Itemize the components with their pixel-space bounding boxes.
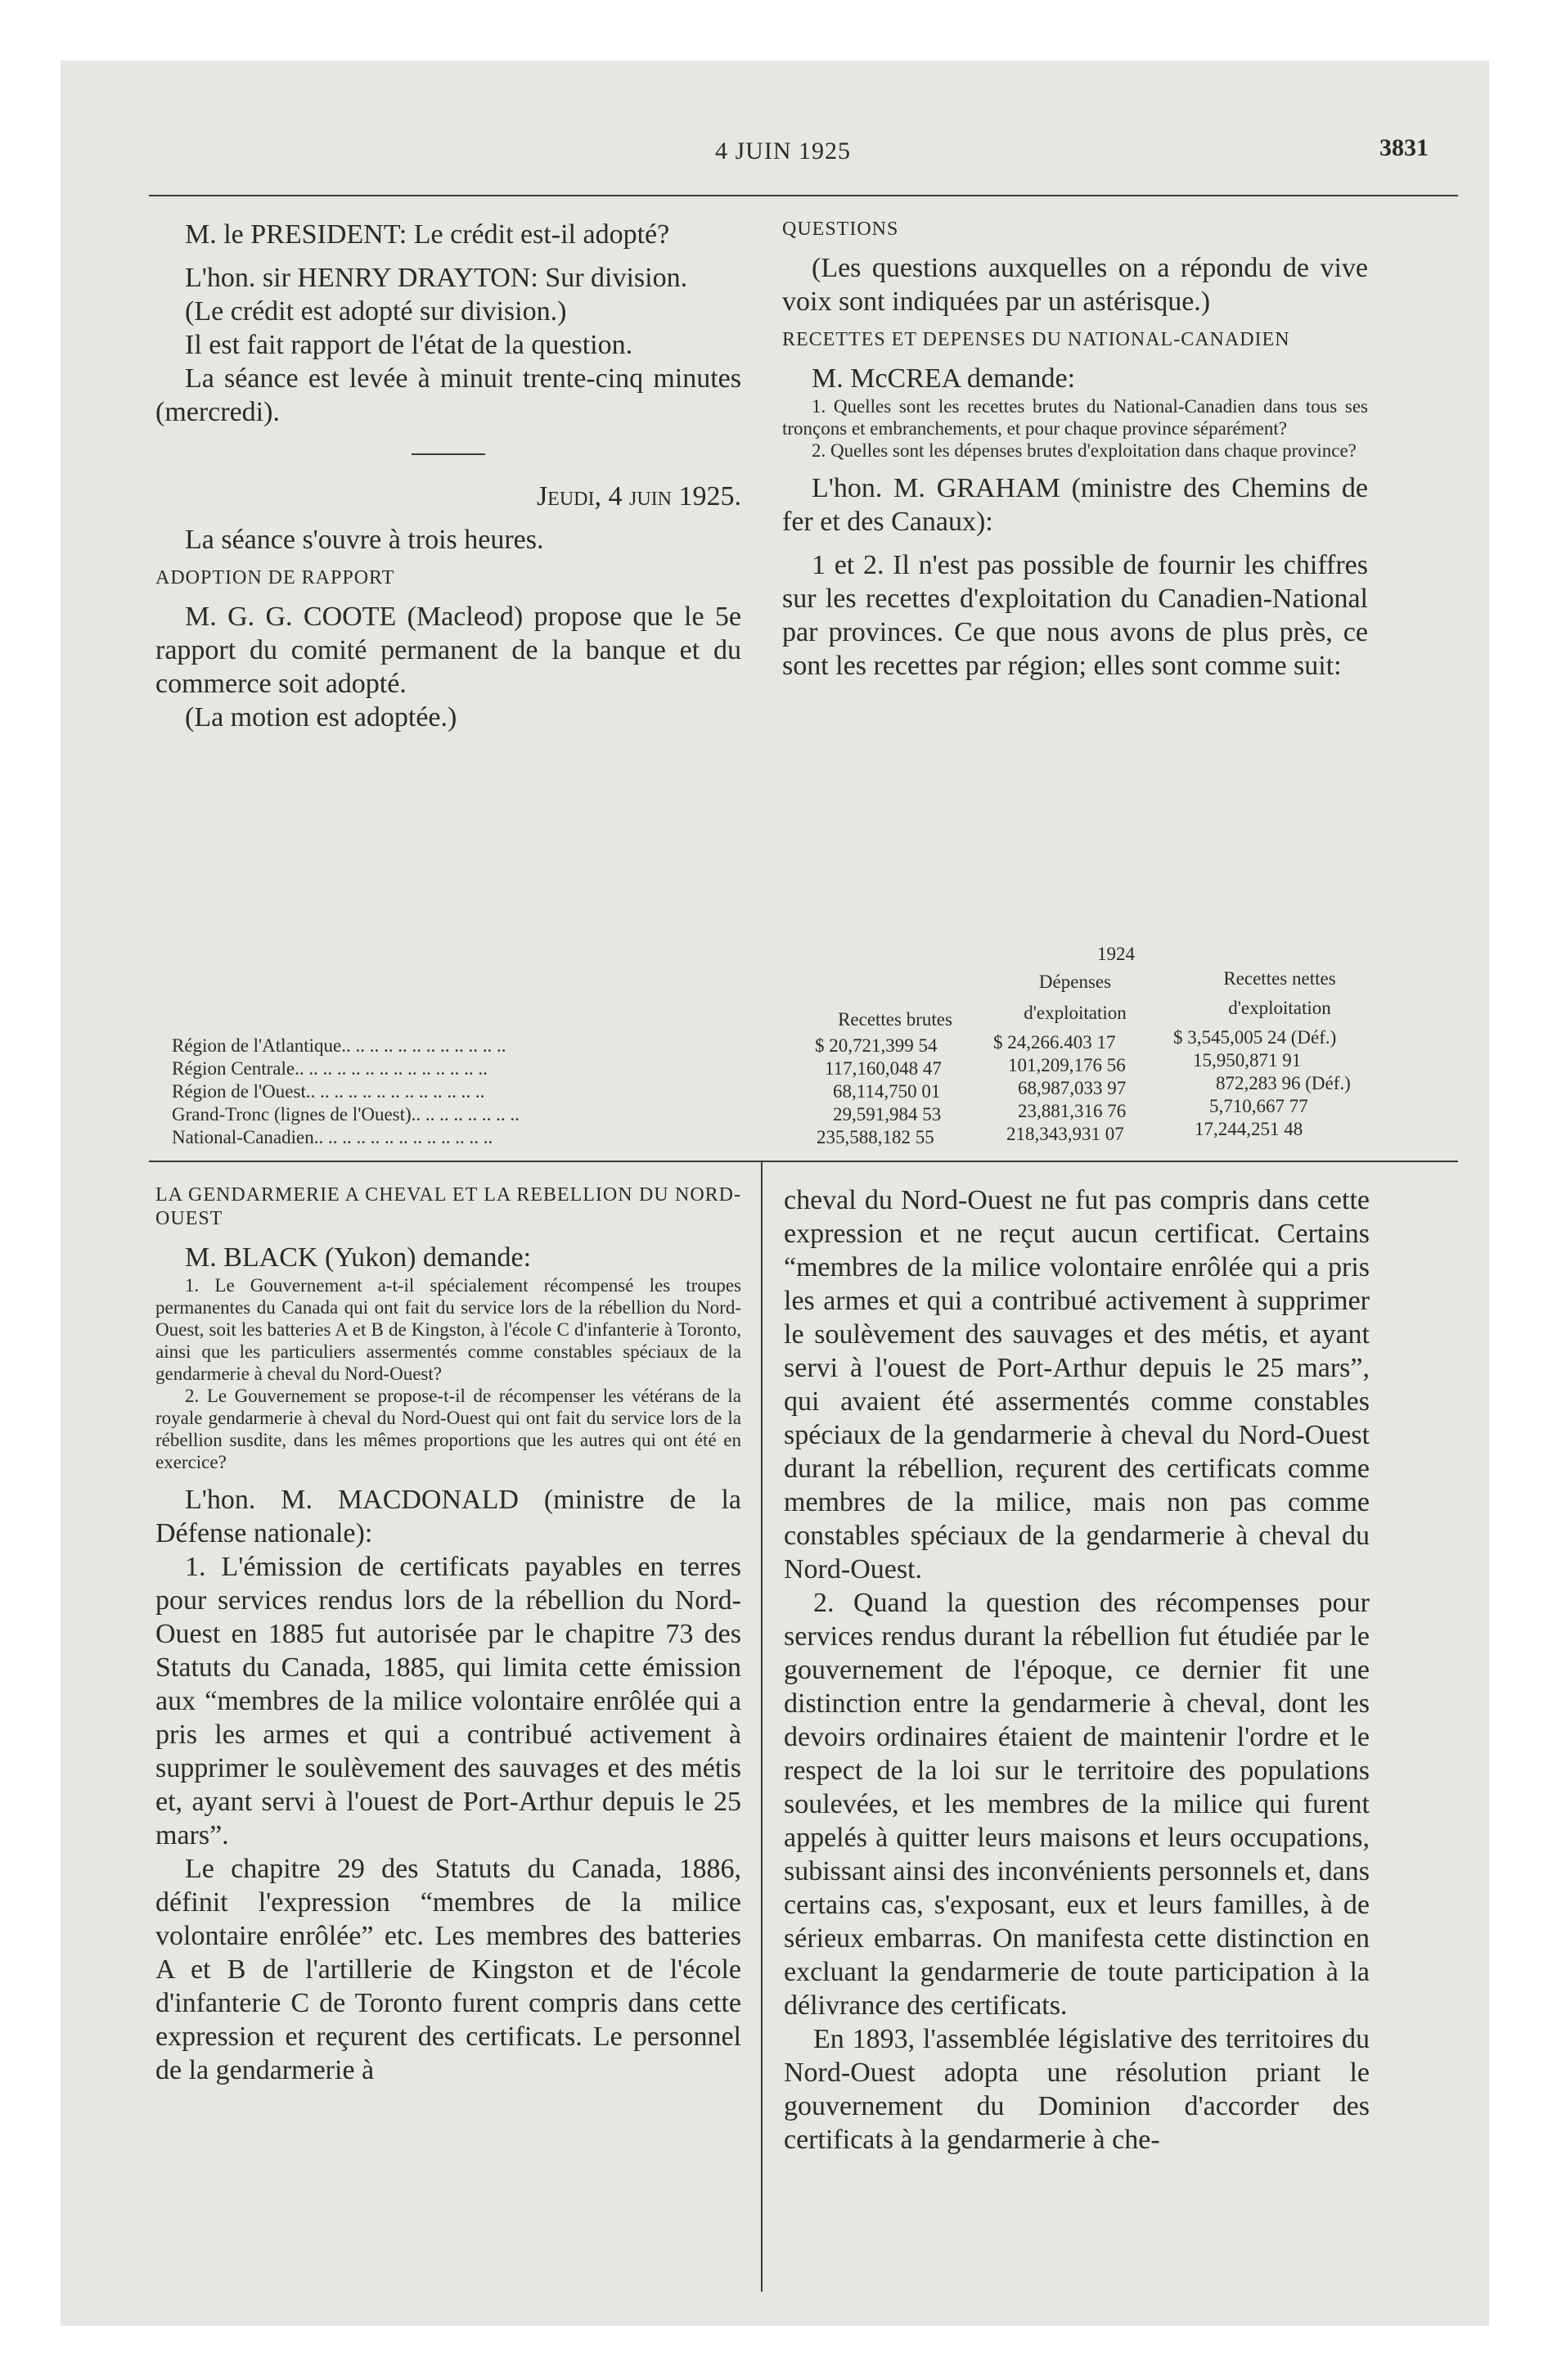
gross-cell: $ 20,721,399 54 — [815, 1035, 938, 1056]
table-row: Région Centrale.. .. .. .. .. .. .. .. .. .. .. .. .. .. — [172, 1058, 488, 1079]
header-net-1: Recettes nettes — [1223, 968, 1336, 989]
gross-cell: 29,591,984 53 — [833, 1104, 942, 1125]
gendarmerie-heading: LA GENDARMERIE A CHEVAL ET LA REBELLION DU NORD-OUEST — [155, 1184, 741, 1229]
table-rule — [149, 1161, 1458, 1162]
column-divider — [761, 1162, 763, 2292]
right-column-bottom — [784, 1183, 1370, 2157]
left-column-bottom — [155, 1183, 741, 2087]
adjournment-paragraph: La séance est levée à minuit trente-cinq minutes (mercredi). — [155, 363, 741, 427]
black-question-2: 2. Le Gouvernement se propose-t-il de récompenser les vétérans de la royale gendarmerie à cheval du Nord-Ouest qui ont fait du service lors de la rébellion susdite, dans les mêmes proportions que les autres qui ont été en exercice? — [155, 1386, 741, 1472]
division-paragraph: (Le crédit est adopté sur division.) — [185, 296, 567, 327]
revenue-table — [61, 61, 1489, 1157]
table-row: Grand-Tronc (lignes de l'Ouest).. .. .. .. .. .. .. .. — [172, 1104, 520, 1125]
net-cell: $ 3,545,005 24 (Déf.) — [1173, 1027, 1337, 1048]
motion-paragraph: (La motion est adoptée.) — [185, 702, 457, 732]
net-cell: 17,244,251 48 — [1195, 1119, 1303, 1139]
table-row: Région de l'Ouest.. .. .. .. .. .. .. .. .. .. .. .. .. — [172, 1081, 485, 1102]
header-expenses-1: Dépenses — [1038, 971, 1112, 992]
coote-paragraph: M. G. G. COOTE (Macleod) propose que le 5e rapport du comité permanent de la banque et du commerce soit adopté. — [155, 602, 741, 699]
expenses-cell: 68,987,033 97 — [1018, 1078, 1127, 1098]
net-cell: 15,950,871 91 — [1193, 1050, 1302, 1071]
mccrea-question-2: 2. Quelles sont les dépenses brutes d'exploitation dans chaque province? — [812, 440, 1357, 461]
continuation-paragraph: cheval du Nord-Ouest ne fut pas compris dans cette expression et ne reçut aucun certificat. Certains “membres de la milice volontaire enrôlée qui a pris les armes et qui a contribué activement à supprimer le soulèvement des sauvages et des métis, et ayant servi à l'ouest de Port-Arthur depuis le 25 mars”, qui avaient été assermentés comme constables spéciaux de la gendarmerie à cheval du Nord-Ouest durant la rébellion, reçurent des certificats comme membres de la milice, mais non pas comme constables spéciaux de la gendarmerie à cheval du Nord-Ouest. — [784, 1185, 1370, 1584]
assembly-paragraph: En 1893, l'assemblée législative des territoires du Nord-Ouest adopta une résolution priant le gouvernement du Dominion d'accorder des certificats à la gendarmerie à che- — [784, 2024, 1370, 2155]
header-net-2: d'exploitation — [1228, 998, 1331, 1018]
expenses-cell: $ 24,266.403 17 — [993, 1032, 1116, 1053]
region-name: Région de l'Ouest — [172, 1081, 306, 1102]
table-row: National-Canadien.. .. .. .. .. .. .. .. .. .. .. .. .. — [172, 1127, 493, 1147]
table-year: 1924 — [1097, 944, 1135, 964]
region-name: Région de l'Atlantique — [172, 1035, 342, 1056]
net-cell: 5,710,667 77 — [1209, 1096, 1308, 1116]
mccrea-question-1: 1. Quelles sont les recettes brutes du National-Canadien dans tous ses tronçons et embranchements, et pour chaque province séparément? — [782, 396, 1368, 439]
graham-answer: 1 et 2. Il n'est pas possible de fournir les chiffres sur les recettes d'exploitation du Canadien-National par provinces. Ce que nous avons de plus près, ce sont les recettes par région; elles sont comme suit: — [782, 550, 1368, 681]
recettes-heading: RECETTES ET DEPENSES DU NATIONAL-CANADIEN — [782, 329, 1290, 350]
gross-cell: 68,114,750 01 — [833, 1081, 941, 1102]
region-name: National-Canadien — [172, 1127, 314, 1147]
document-page — [61, 61, 1489, 2326]
adoption-heading: ADOPTION DE RAPPORT — [155, 567, 395, 588]
net-cell: 872,283 96 (Déf.) — [1216, 1073, 1351, 1093]
gross-cell: 117,160,048 47 — [825, 1058, 942, 1079]
rewards-paragraph: 2. Quand la question des récompenses pour services rendus durant la rébellion fut étudiée par le gouvernement de l'époque, ce dernier fit une distinction entre la gendarmerie à cheval, dont les devoirs ordinaires étaient de maintenir l'ordre et le respect de la loi sur le territoire des populations soulevées, et les membres de la milice qui furent appelés à quitter leurs maisons et leurs occupations, subissant ainsi des inconvénients personnels et, dans certains cas, s'exposant, eux et leurs familles, à de sérieux embarras. On manifesta cette distinction en excluant la gendarmerie de toute participation à la délivrance des certificats. — [784, 1588, 1370, 2021]
gross-cell: 235,588,182 55 — [817, 1127, 934, 1147]
dateline: Jeudi, 4 juin 1925. — [536, 481, 741, 512]
drayton-paragraph: L'hon. sir HENRY DRAYTON: Sur division. — [185, 263, 688, 293]
table-row: Région de l'Atlantique.. .. .. .. .. .. .. .. .. .. .. .. — [172, 1035, 506, 1056]
questions-note: (Les questions auxquelles on a répondu de vive voix sont indiquées par un astérisque.) — [782, 253, 1368, 317]
macdonald-paragraph: L'hon. M. MACDONALD (ministre de la Défense nationale): — [155, 1485, 741, 1548]
mccrea-paragraph: M. McCREA demande: — [812, 363, 1076, 394]
black-question-1: 1. Le Gouvernement a-t-il spécialement récompensé les troupes permanentes du Canada qui ont fait du service lors de la rébellion du Nord-Ouest, soit les batteries A et B de Kingston, à l'école C d'infanterie à Toronto, ainsi que les particuliers assermentés comme constables spéciaux de la gendarmerie à cheval du Nord-Ouest? — [155, 1275, 741, 1384]
questions-heading: QUESTIONS — [782, 219, 899, 240]
region-name: Région Centrale — [172, 1058, 295, 1079]
graham-paragraph: L'hon. M. GRAHAM (ministre des Chemins de fer et des Canaux): — [782, 473, 1368, 537]
black-paragraph: M. BLACK (Yukon) demande: — [185, 1242, 532, 1273]
region-name: Grand-Tronc (lignes de l'Ouest) — [172, 1104, 412, 1125]
expenses-cell: 23,881,316 76 — [1018, 1101, 1127, 1121]
header-expenses-2: d'exploitation — [1024, 1003, 1127, 1023]
header-gross: Recettes brutes — [838, 1009, 952, 1030]
report-paragraph: Il est fait rapport de l'état de la question. — [185, 330, 633, 360]
president-paragraph: M. le PRESIDENT: Le crédit est-il adopté? — [185, 219, 670, 250]
header-date: 4 JUIN 1925 — [715, 137, 851, 165]
expenses-cell: 101,209,176 56 — [1008, 1055, 1126, 1075]
sitting-opens-paragraph: La séance s'ouvre à trois heures. — [185, 525, 544, 555]
expenses-cell: 218,343,931 07 — [1006, 1124, 1124, 1144]
macdonald-answer-1: 1. L'émission de certificats payables en terres pour services rendus lors de la rébellion du Nord-Ouest en 1885 fut autorisée par le chapitre 73 des Statuts du Canada, 1885, qui limita cette émission aux “membres de la milice volontaire enrôlée qui a pris les armes et qui a contribué activement à supprimer le soulèvement des sauvages et des métis et, ayant servi à l'ouest de Port-Arthur depuis le 25 mars”. — [155, 1552, 741, 1850]
page-number: 3831 — [1379, 134, 1429, 161]
macdonald-answer-2: Le chapitre 29 des Statuts du Canada, 1886, définit l'expression “membres de la milice volontaire enrôlée” etc. Les membres des batteries A et B de l'artillerie de Kingston et de l'école d'infanterie C de Toronto furent compris dans cette expression et reçurent des certificats. Le personnel de la gendarmerie à — [155, 1854, 741, 2085]
